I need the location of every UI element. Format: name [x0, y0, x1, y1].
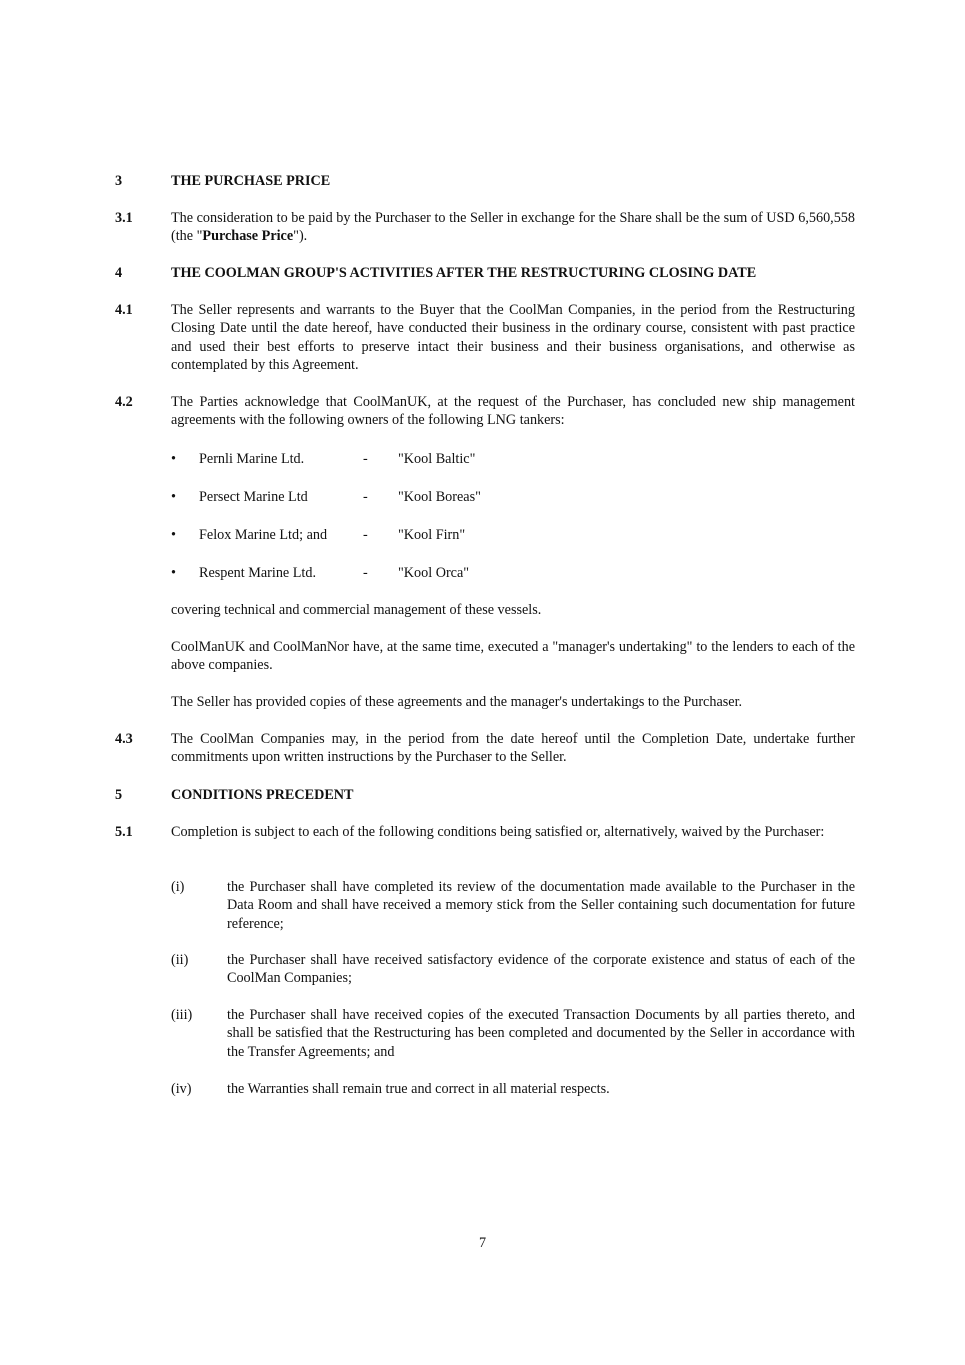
section-title: CONDITIONS PRECEDENT	[171, 787, 354, 803]
clause-number: 4.1	[115, 302, 133, 318]
condition-text: the Purchaser shall have received satisfactory evidence of the corporate existence and status of each of the CoolMan Companies;	[227, 952, 855, 987]
separator-dash: -	[363, 451, 368, 467]
condition-marker: (i)	[171, 879, 185, 895]
condition-item	[171, 1006, 855, 1061]
section-5-heading	[115, 786, 855, 804]
condition-text: the Purchaser shall have received copies of the executed Transaction Documents by all parties thereto, and shall be satisfied that the Restructuring has been completed and documented by the Seller in accordance with the Transfer Agreements; and	[227, 1007, 855, 1060]
page-number: 7	[478, 1235, 487, 1251]
clause-text: The CoolMan Companies may, in the period from the date hereof until the Completion Date, undertake further commitments upon written instructions by the Purchaser to the Seller.	[171, 731, 855, 766]
clause-text-before: The consideration to be paid by the Purchaser to the Seller in exchange for the Share shall be the sum of USD 6,560,558 (the "	[171, 210, 855, 245]
paragraph: CoolManUK and CoolManNor have, at the same time, executed a "manager's undertaking" to the lenders to each of the above companies.	[171, 639, 855, 674]
clause-4-1	[115, 301, 855, 375]
section-number: 4	[115, 265, 123, 281]
clause-3-1	[115, 209, 855, 246]
bullet-icon: •	[171, 451, 176, 467]
tanker-owner: Felox Marine Ltd; and	[199, 527, 328, 543]
section-4-heading	[115, 264, 855, 282]
tanker-owner: Pernli Marine Ltd.	[199, 451, 305, 467]
condition-item	[171, 878, 855, 933]
paragraph: The Seller has provided copies of these agreements and the manager's undertakings to the Purchaser.	[171, 694, 743, 710]
section-title: THE COOLMAN GROUP'S ACTIVITIES AFTER THE RESTRUCTURING CLOSING DATE	[171, 265, 757, 281]
condition-text: the Warranties shall remain true and correct in all material respects.	[227, 1081, 610, 1097]
condition-marker: (ii)	[171, 952, 189, 968]
condition-marker: (iv)	[171, 1081, 192, 1097]
tanker-vessel-name: "Kool Boreas"	[398, 489, 481, 505]
condition-item	[171, 951, 855, 988]
tanker-vessel-name: "Kool Firn"	[398, 527, 466, 543]
tanker-owner: Persect Marine Ltd	[199, 489, 308, 505]
clause-5-1	[115, 823, 855, 841]
bullet-icon: •	[171, 489, 176, 505]
clause-4-3	[115, 730, 855, 767]
section-number: 5	[115, 787, 123, 803]
clause-number: 4.3	[115, 731, 133, 747]
clause-text: The Parties acknowledge that CoolManUK, at the request of the Purchaser, has concluded new ship management agreements with the following owners of the following LNG tankers:	[171, 394, 855, 429]
clause-number: 4.2	[115, 394, 133, 410]
clause-4-2	[115, 393, 855, 430]
bullet-icon: •	[171, 527, 176, 543]
tanker-vessel-name: "Kool Orca"	[398, 565, 470, 581]
condition-item	[171, 1080, 855, 1098]
condition-text: the Purchaser shall have completed its review of the documentation made available to the Purchaser in the Data Room and shall have received a memory stick from the Seller containing such documentation for future reference;	[227, 879, 855, 932]
clause-text: The Seller represents and warrants to the Buyer that the CoolMan Companies, in the period from the Restructuring Closing Date until the date hereof, have conducted their business in the ordinary course, consistent with past practice and used their best efforts to preserve intact their business and their business organisations, and otherwise as contemplated by this Agreement.	[171, 302, 855, 374]
clause-number: 3.1	[115, 210, 133, 226]
condition-marker: (iii)	[171, 1007, 193, 1023]
paragraph: covering technical and commercial management of these vessels.	[171, 602, 542, 618]
clause-number: 5.1	[115, 824, 133, 840]
clause-text	[171, 209, 855, 246]
separator-dash: -	[363, 565, 368, 581]
section-title: THE PURCHASE PRICE	[171, 173, 331, 189]
clause-text-after: ").	[293, 228, 308, 245]
tanker-owner: Respent Marine Ltd.	[199, 565, 317, 581]
separator-dash: -	[363, 527, 368, 543]
separator-dash: -	[363, 489, 368, 505]
section-3-heading	[115, 172, 855, 190]
clause-text: Completion is subject to each of the following conditions being satisfied or, alternatively, waived by the Purchaser:	[171, 824, 825, 840]
defined-term-purchase-price: Purchase Price	[202, 228, 294, 245]
section-number: 3	[115, 173, 123, 189]
tanker-vessel-name: "Kool Baltic"	[398, 451, 476, 467]
bullet-icon: •	[171, 565, 176, 581]
